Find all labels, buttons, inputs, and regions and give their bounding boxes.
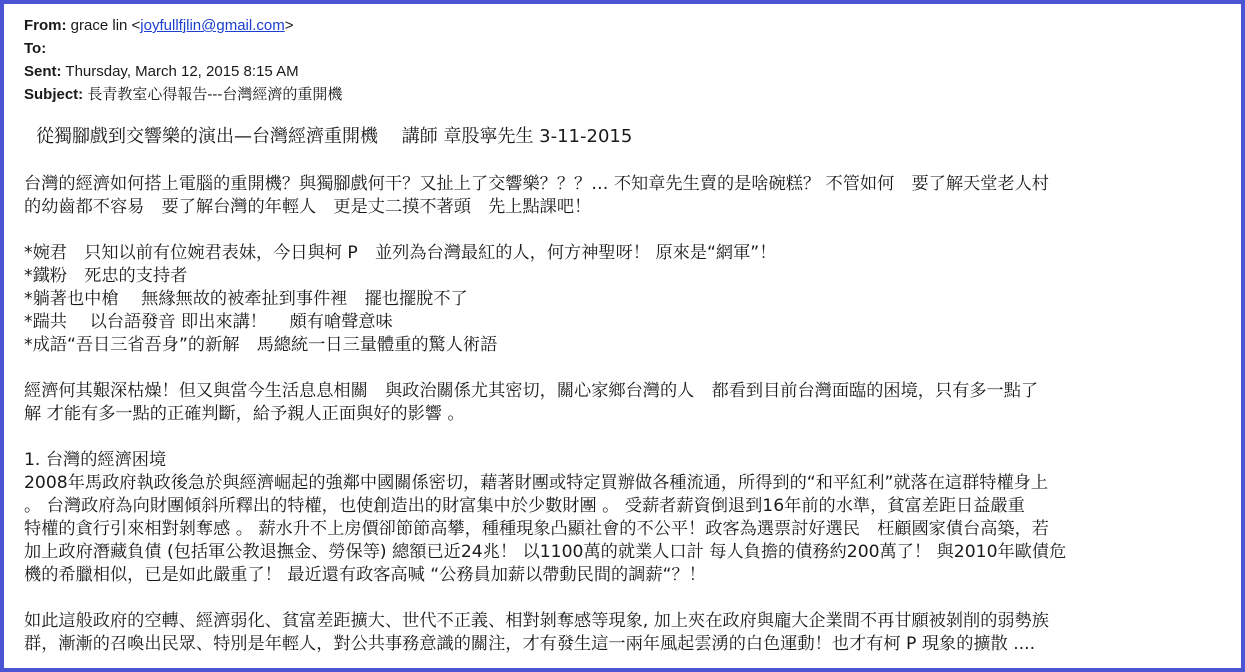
bullet-item: *鐵粉 死忠的支持者 <box>24 266 188 286</box>
sent-label: Sent: <box>24 63 62 80</box>
section-line: 2008年馬政府執政後急於與經濟崛起的強鄰中國關係密切，藉著財團或特定買辦做各種流通，所得到的“和平紅利”就落在這群特權身上 <box>24 473 1049 493</box>
bullet-item: *躺著也中槍 無緣無故的被牽扯到事件裡 擺也擺脫不了 <box>24 289 468 309</box>
intro-line: 台灣的經濟如何搭上電腦的重開機？與獨腳戲何干？又扯上了交響樂？？？… 不知章先生賣的是啥碗糕？ 不管如何 要了解天堂老人村 <box>24 174 1049 194</box>
section-heading: 1. 台灣的經濟困境 <box>24 450 167 470</box>
intro-line: 的幼齒都不容易 要了解台灣的年輕人 更是丈二摸不著頭 先上點課吧！ <box>24 197 592 217</box>
subject-label: Subject: <box>24 86 84 103</box>
sent-value: Thursday, March 12, 2015 8:15 AM <box>65 63 299 80</box>
from-name: grace lin < <box>70 17 141 34</box>
to-row <box>24 37 342 60</box>
sent-row <box>24 60 342 83</box>
email-header <box>24 14 342 106</box>
bullet-item: *踹共 以台語發音 即出來講！ 頗有嗆聲意味 <box>24 312 393 332</box>
paragraph-line: 經濟何其艱深枯燥！但又與當今生活息息相關 與政治關係尤其密切，關心家鄉台灣的人 都看到目前台灣面臨的困境，只有多一點了 <box>24 381 1039 401</box>
section-line: 機的希臘相似，已是如此嚴重了！ 最近還有政客高喊 “公務員加薪以帶動民間的調薪“？！ <box>24 565 706 585</box>
paragraph-line: 解 才能有多一點的正確判斷，給予親人正面與好的影響 。 <box>24 404 465 424</box>
paragraph-line: 群，漸漸的召喚出民眾、特別是年輕人，對公共事務意識的關注，才有發生這一兩年風起雲湧的白色運動！也才有柯 P 現象的擴散 .... <box>24 634 1036 654</box>
subject-row <box>24 83 342 106</box>
paragraph-line: 如此這般政府的空轉、經濟弱化、貧富差距擴大、世代不正義、相對剝奪感等現象, 加上夾在政府與龐大企業間不再甘願被剝削的弱勢族 <box>24 611 1049 631</box>
from-close: > <box>284 17 294 34</box>
section-line: 加上政府潛藏負債 (包括軍公教退撫金、勞保等) 總額已近24兆！ 以1100萬的就業人口計 每人負擔的債務約200萬了！ 與2010年歐債危 <box>24 542 1067 562</box>
email-body <box>24 124 1229 656</box>
subject-value: 長青教室心得報告---台灣經濟的重開機 <box>87 86 343 103</box>
from-row <box>24 14 342 37</box>
to-label: To: <box>24 40 47 57</box>
body-title: 從獨腳戲到交響樂的演出—台灣經濟重開機 講師 章股寧先生 3-11-2015 <box>36 126 633 147</box>
bullet-item: *婉君 只知以前有位婉君表妹，今日與柯 P 並列為台灣最紅的人，何方神聖呀！ 原來是“網軍”！ <box>24 243 777 263</box>
from-label: From: <box>24 17 67 34</box>
from-email-link[interactable]: joyfullfjlin@gmail.com <box>140 17 285 34</box>
section-line: 。 台灣政府為向財團傾斜所釋出的特權，也使創造出的財富集中於少數財團 。 受薪者薪資倒退到16年前的水準，貧富差距日益嚴重 <box>24 496 1025 516</box>
bullet-item: *成語“吾日三省吾身”的新解 馬總統一日三量體重的驚人術語 <box>24 335 498 355</box>
section-line: 特權的貪行引來相對剝奪感 。 薪水升不上房價卻節節高攀，種種現象凸顯社會的不公平！政客為選票討好選民 枉顧國家債台高築，若 <box>24 519 1049 539</box>
